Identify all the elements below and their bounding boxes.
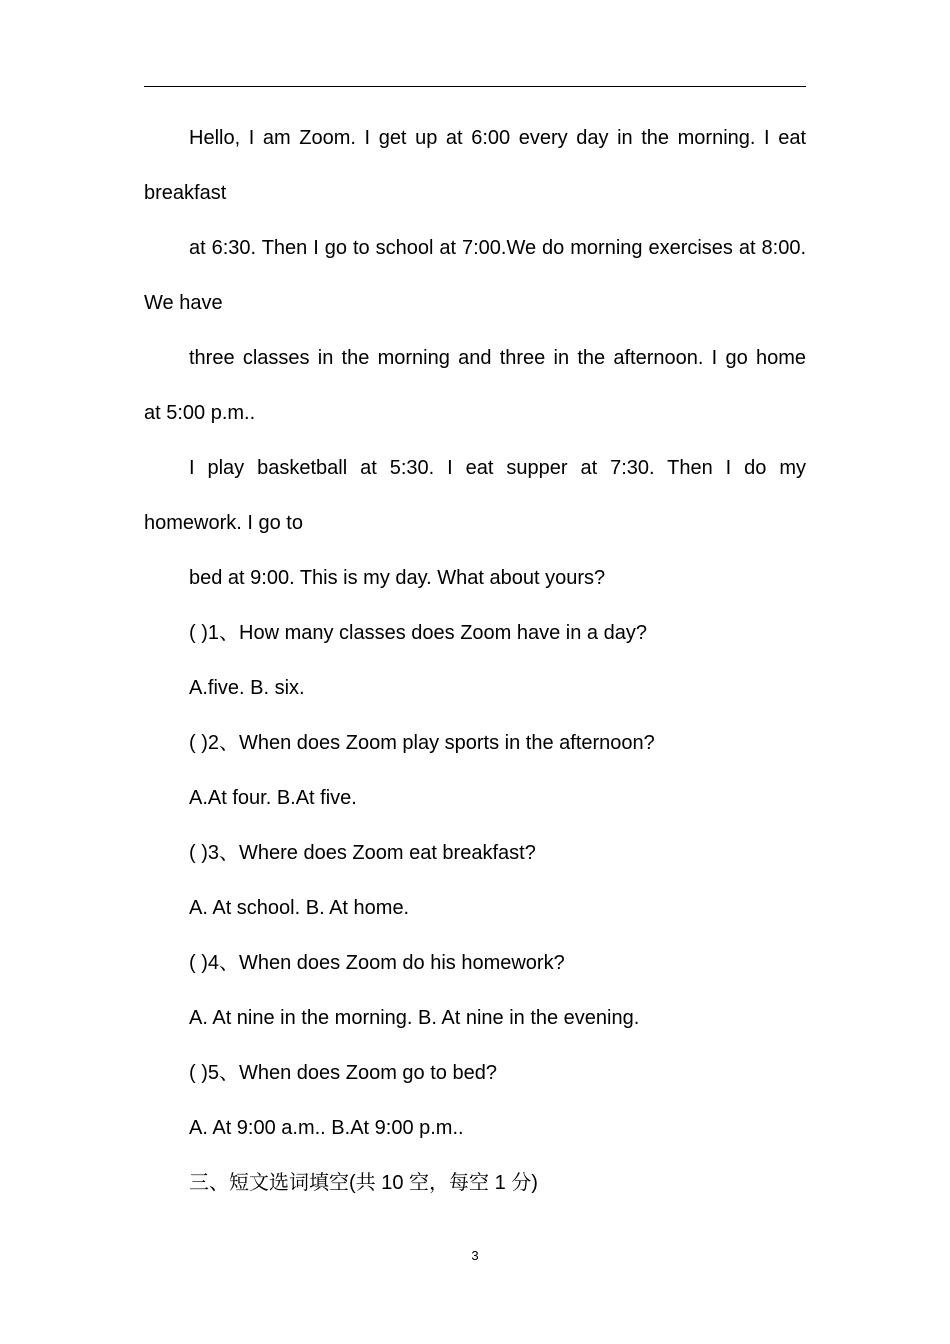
question-2: ( )2、When does Zoom play sports in the afternoon? bbox=[189, 732, 655, 754]
passage-line: at 6:30. Then I go to school at 7:00.We do morning exercises at 8:00. bbox=[189, 237, 806, 259]
header-rule bbox=[144, 86, 806, 87]
question-5-options: A. At 9:00 a.m.. B.At 9:00 p.m.. bbox=[189, 1117, 464, 1139]
question-1-options: A.five. B. six. bbox=[189, 677, 305, 699]
question-3-options: A. At school. B. At home. bbox=[189, 897, 410, 919]
section-heading: 三、短文选词填空(共 10 空，每空 1 分) bbox=[189, 1172, 538, 1194]
passage-line: three classes in the morning and three in the afternoon. I go home bbox=[189, 347, 806, 369]
passage-line: I play basketball at 5:30. I eat supper at 7:30. Then I do my bbox=[189, 457, 806, 479]
passage-line: breakfast bbox=[144, 182, 227, 204]
question-5: ( )5、When does Zoom go to bed? bbox=[189, 1062, 497, 1084]
passage-line: We have bbox=[144, 292, 223, 314]
passage-line: at 5:00 p.m.. bbox=[144, 402, 256, 424]
page-number: 3 bbox=[471, 1248, 479, 1263]
document-body bbox=[144, 111, 806, 1211]
question-2-options: A.At four. B.At five. bbox=[189, 787, 357, 809]
question-4: ( )4、When does Zoom do his homework? bbox=[189, 952, 565, 974]
question-4-options: A. At nine in the morning. B. At nine in the evening. bbox=[189, 1007, 640, 1029]
passage-line: Hello, I am Zoom. I get up at 6:00 every day in the morning. I eat bbox=[189, 127, 806, 149]
passage-line: homework. I go to bbox=[144, 512, 303, 534]
question-3: ( )3、Where does Zoom eat breakfast? bbox=[189, 842, 536, 864]
passage-line: bed at 9:00. This is my day. What about yours? bbox=[189, 567, 606, 589]
question-1: ( )1、How many classes does Zoom have in a day? bbox=[189, 622, 647, 644]
